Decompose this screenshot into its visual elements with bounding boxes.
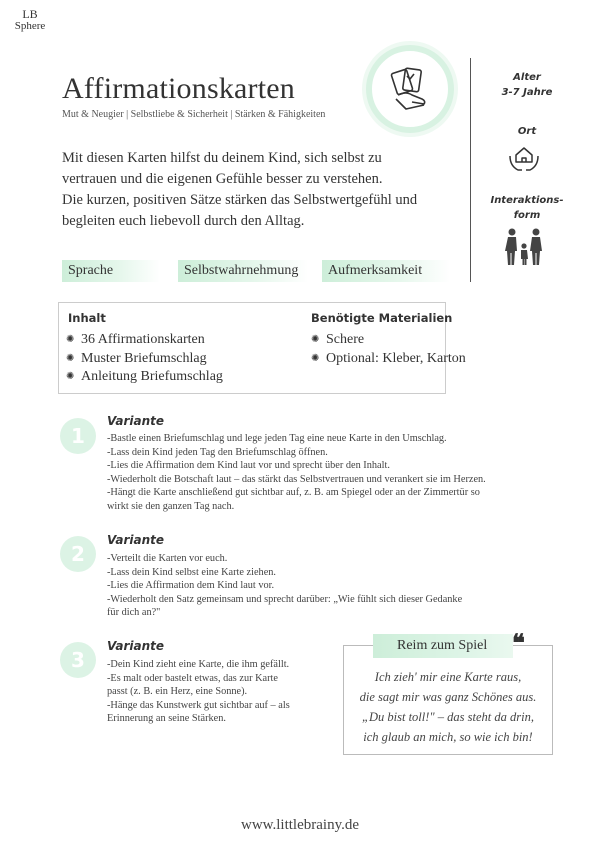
needed-list bbox=[311, 331, 466, 368]
intro-line: vertrauen und die eigenen Gefühle besser zu verstehen. bbox=[62, 171, 383, 187]
variant-heading: Variante bbox=[107, 414, 164, 428]
variant-line: -Es malt oder bastelt etwas, das zur Karte bbox=[107, 672, 278, 684]
interaction-label-1: Interaktions- bbox=[490, 195, 564, 206]
age-label: Alter bbox=[513, 72, 541, 83]
interaction-label-2: form bbox=[513, 210, 541, 221]
variant-line: -Hänge das Kunstwerk gut sichtbar auf – als bbox=[107, 699, 290, 711]
intro-line: Die kurzen, positiven Sätze stärken das Selbstwertgefühl und bbox=[62, 192, 418, 208]
page-title: Affirmationskarten bbox=[62, 72, 295, 105]
variant-number-2: 2 bbox=[60, 536, 96, 572]
rhyme-line: die sagt mir was ganz Schönes aus. bbox=[359, 690, 537, 704]
age-block bbox=[482, 70, 572, 100]
variant-body-2 bbox=[107, 552, 462, 620]
rhyme-title: Reim zum Spiel bbox=[373, 634, 513, 658]
needed-heading: Benötigte Materialien bbox=[311, 311, 453, 325]
list-item: ✺ Schere bbox=[311, 332, 365, 347]
flower-bullet-icon: ✺ bbox=[66, 352, 75, 364]
variant-line: Erinnerung an seine Stärken. bbox=[107, 713, 226, 725]
rhyme-line: Ich zieh' mir eine Karte raus, bbox=[374, 670, 522, 684]
variant-number-1: 1 bbox=[60, 418, 96, 454]
variant-body-1 bbox=[107, 432, 486, 514]
flower-bullet-icon: ✺ bbox=[66, 334, 75, 346]
rhyme-text bbox=[345, 667, 551, 747]
age-value: 3-7 Jahre bbox=[501, 87, 553, 98]
list-item: ✺ Anleitung Briefumschlag bbox=[66, 369, 223, 384]
rhyme-line: „Du bist toll!" – das steht da drin, bbox=[362, 710, 534, 724]
family-icon bbox=[503, 226, 545, 268]
variant-number-3: 3 bbox=[60, 642, 96, 678]
variant-line: passt (z. B. ein Herz, eine Sonne). bbox=[107, 686, 248, 698]
home-hands-icon bbox=[507, 142, 541, 174]
variant-line: -Dein Kind zieht eine Karte, die ihm gefällt. bbox=[107, 659, 290, 670]
rhyme-line: ich glaub an mich, so wie ich bin! bbox=[363, 730, 533, 744]
content-list bbox=[66, 331, 223, 387]
variant-line: wirkt sie den ganzen Tag nach. bbox=[107, 500, 235, 512]
flower-bullet-icon: ✺ bbox=[311, 352, 320, 364]
quote-icon: ❝ bbox=[512, 628, 525, 657]
intro-paragraph bbox=[62, 148, 462, 232]
intro-line: Mit diesen Karten hilfst du deinem Kind, sich selbst zu bbox=[62, 150, 382, 166]
variant-line: -Bastle einen Briefumschlag und lege jeden Tag eine neue Karte in den Umschlag. bbox=[107, 433, 447, 444]
variant-line: -Lies die Affirmation dem Kind laut vor. bbox=[107, 580, 275, 592]
variant-heading: Variante bbox=[107, 639, 164, 653]
list-item: ✺ 36 Affirmationskarten bbox=[66, 332, 205, 347]
variant-line: -Lass dein Kind selbst eine Karte ziehen. bbox=[107, 566, 276, 578]
variant-line: -Wiederholt die Botschaft laut – das stärkt das Selbstvertrauen und verankert sie im Herzen. bbox=[107, 473, 486, 485]
page-subtitle: Mut & Neugier | Selbstliebe & Sicherheit | Stärken & Fähigkeiten bbox=[62, 109, 326, 120]
place-label: Ort bbox=[517, 126, 537, 137]
tag-language: Sprache bbox=[62, 260, 160, 282]
footer-url: www.littlebrainy.de bbox=[240, 817, 360, 833]
cards-hand-icon bbox=[388, 65, 434, 115]
variant-line: -Wiederholt den Satz gemeinsam und sprecht darüber: „Wie fühlt sich dieser Gedanke bbox=[107, 593, 463, 605]
flower-bullet-icon: ✺ bbox=[66, 371, 75, 383]
variant-line: -Lies die Affirmation dem Kind laut vor und sprecht über den Inhalt. bbox=[107, 460, 390, 472]
variant-line: -Hängt die Karte anschließend gut sichtbar auf, z. B. am Spiegel oder an der Zimmertür so bbox=[107, 487, 480, 499]
tag-self-perception: Selbstwahrnehmung bbox=[178, 260, 308, 282]
content-heading: Inhalt bbox=[68, 311, 106, 325]
sidebar-divider bbox=[470, 58, 471, 282]
brand-logo bbox=[10, 8, 50, 32]
logo-line-2: Sphere bbox=[14, 20, 46, 32]
flower-bullet-icon: ✺ bbox=[311, 334, 320, 346]
logo-line-1: LB bbox=[22, 7, 38, 21]
intro-line: begleiten euch liebevoll durch den Alltag. bbox=[62, 213, 305, 229]
cards-illustration bbox=[366, 45, 454, 133]
tag-attention: Aufmerksamkeit bbox=[322, 260, 450, 282]
variant-heading: Variante bbox=[107, 533, 164, 547]
list-item: ✺ Optional: Kleber, Karton bbox=[311, 350, 466, 366]
variant-body-3 bbox=[107, 658, 290, 726]
interaction-block bbox=[482, 193, 572, 223]
variant-line: -Lass dein Kind jeden Tag den Briefumschlag öffnen. bbox=[107, 446, 328, 458]
variant-line: für dich an?" bbox=[107, 607, 161, 619]
variant-line: -Verteilt die Karten vor euch. bbox=[107, 553, 228, 564]
list-item: ✺ Muster Briefumschlag bbox=[66, 350, 207, 366]
